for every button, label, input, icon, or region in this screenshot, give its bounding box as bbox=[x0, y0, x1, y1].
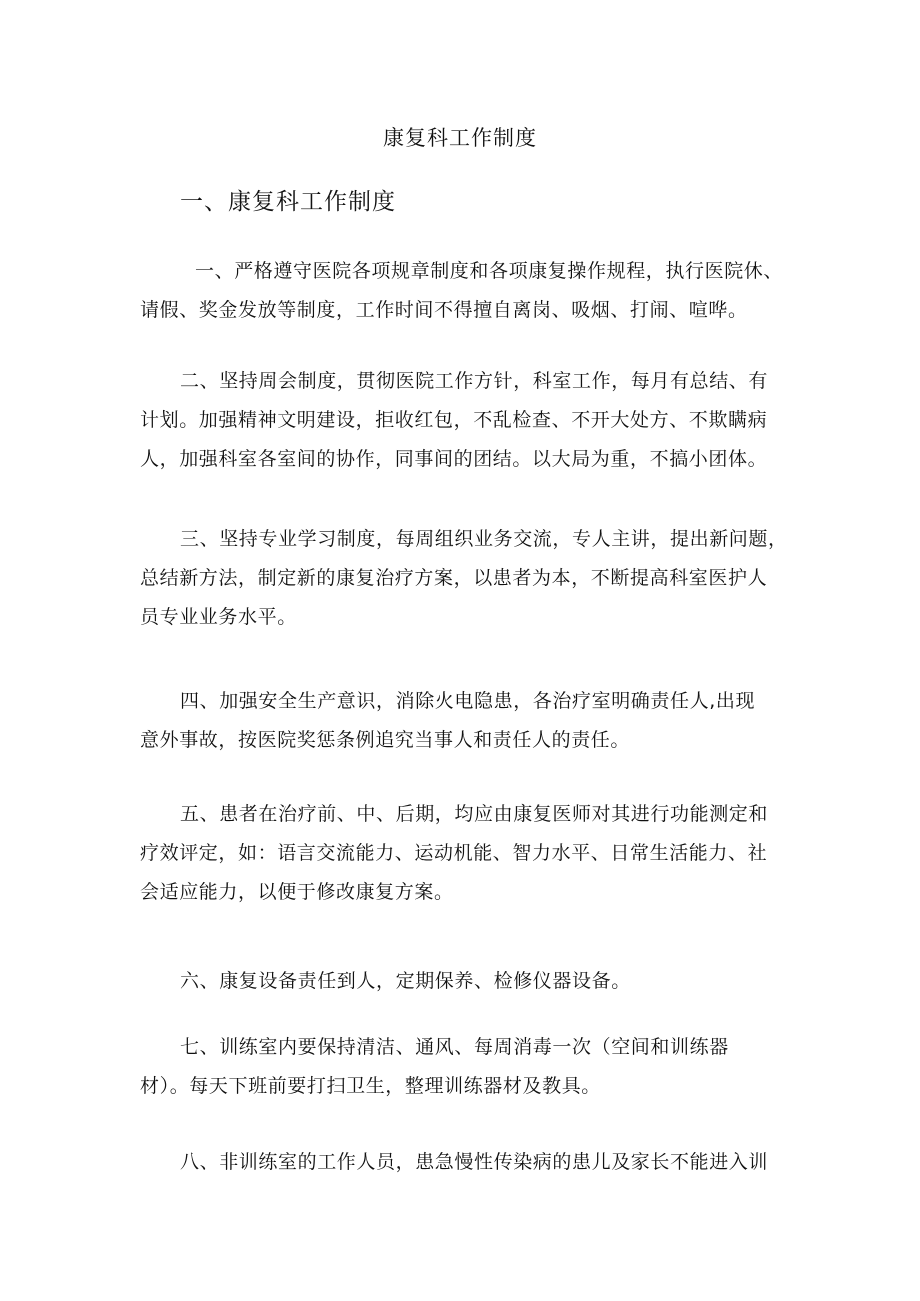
paragraph-line: 一、严格遵守医院各项规章制度和各项康复操作规程，执行医院休、 bbox=[195, 260, 784, 282]
paragraph-line: 六、康复设备责任到人，定期保养、检修仪器设备。 bbox=[180, 970, 631, 992]
paragraph-line: 七、训练室内要保持清洁、通风、每周消毒一次（空间和训练器 bbox=[180, 1036, 729, 1058]
rule-paragraph-2 bbox=[140, 362, 790, 479]
document-title: 康复科工作制度 bbox=[383, 126, 537, 150]
paragraph-line: 四、加强安全生产意识，消除火电隐患，各治疗室明确责任人,出现 bbox=[180, 690, 756, 712]
rule-paragraph-8 bbox=[140, 1143, 790, 1182]
paragraph-line: 意外事故，按医院奖惩条例追究当事人和责任人的责任。 bbox=[140, 729, 631, 751]
paragraph-line: 会适应能力，以便于修改康复方案。 bbox=[140, 881, 454, 903]
rule-paragraph-7 bbox=[140, 1028, 790, 1106]
paragraph-line: 总结新方法，制定新的康复治疗方案，以患者为本，不断提高科室医护人 bbox=[140, 567, 768, 589]
rule-paragraph-3 bbox=[140, 520, 790, 637]
paragraph-line: 二、坚持周会制度，贯彻医院工作方针，科室工作，每月有总结、有 bbox=[180, 370, 769, 392]
paragraph-line: 员专业业务水平。 bbox=[140, 606, 297, 628]
rule-paragraph-5 bbox=[140, 795, 790, 912]
paragraph-line: 八、非训练室的工作人员，患急慢性传染病的患儿及家长不能进入训 bbox=[180, 1151, 769, 1173]
rule-paragraph-1 bbox=[140, 252, 790, 330]
paragraph-line: 人，加强科室各室间的协作，同事间的团结。以大局为重，不搞小团体。 bbox=[140, 448, 768, 470]
paragraph-line: 材）。每天下班前要打扫卫生，整理训练器材及教具。 bbox=[140, 1075, 601, 1097]
paragraph-line: 疗效评定，如：语言交流能力、运动机能、智力水平、日常生活能力、社 bbox=[140, 842, 768, 864]
paragraph-line: 三、坚持专业学习制度，每周组织业务交流，专人主讲，提出新问题， bbox=[180, 528, 788, 550]
rule-paragraph-6 bbox=[140, 962, 790, 1001]
paragraph-line: 计划。加强精神文明建设，拒收红包，不乱检查、不开大处方、不欺瞒病 bbox=[140, 409, 768, 431]
rule-paragraph-4 bbox=[140, 682, 790, 760]
section-heading: 一、康复科工作制度 bbox=[180, 189, 396, 215]
paragraph-line: 请假、奖金发放等制度，工作时间不得擅自离岗、吸烟、打闹、喧哗。 bbox=[140, 299, 748, 321]
paragraph-line: 五、患者在治疗前、中、后期，均应由康复医师对其进行功能测定和 bbox=[180, 803, 769, 825]
